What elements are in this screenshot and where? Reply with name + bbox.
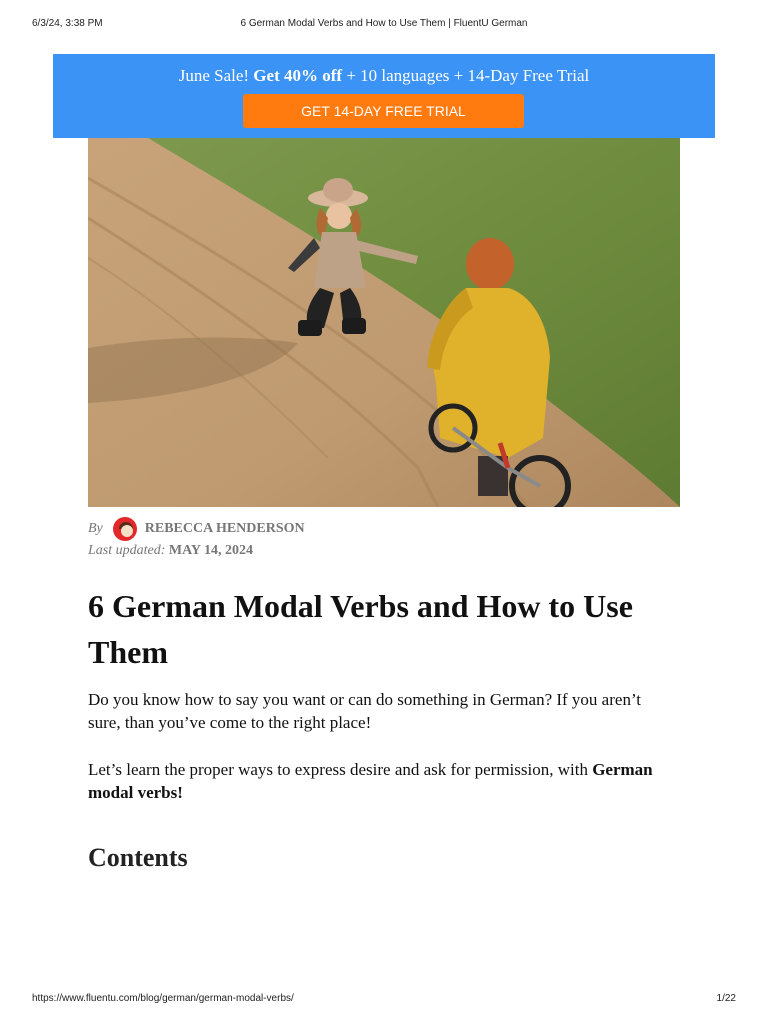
author-name-link[interactable]: REBECCA HENDERSON: [144, 521, 305, 536]
print-date: 6/3/24, 3:38 PM: [32, 18, 103, 29]
last-updated: [88, 543, 253, 559]
last-updated-date: MAY 14, 2024: [168, 543, 254, 558]
print-header: [32, 18, 736, 32]
print-url: https://www.fluentu.com/blog/german/german-modal-verbs/: [32, 993, 294, 1004]
sale-banner-text: [53, 66, 715, 86]
sale-discount: Get 40% off: [253, 66, 343, 85]
avatar-face: [121, 525, 133, 537]
second-paragraph-text: Let’s learn the proper ways to express desire and ask for permission, with: [88, 760, 593, 779]
free-trial-button[interactable]: GET 14-DAY FREE TRIAL: [243, 94, 524, 128]
article-title: 6 German Modal Verbs and How to Use Them: [88, 588, 633, 670]
second-paragraph-bold: German modal verbs!: [88, 760, 653, 802]
hero-image: [88, 138, 680, 507]
byline-by: By: [88, 521, 103, 536]
intro-paragraph: Do you know how to say you want or can do something in German? If you aren’t sure, than you’ve come to the right place!: [88, 690, 642, 732]
byline: [88, 518, 305, 540]
print-footer: [32, 993, 736, 1007]
sale-text-suffix: + 10 languages + 14-Day Free Trial: [342, 66, 590, 85]
sale-text-prefix: June Sale!: [178, 66, 254, 85]
print-page-title: 6 German Modal Verbs and How to Use Them | FluentU German: [240, 18, 528, 29]
author-avatar[interactable]: [113, 517, 137, 541]
contents-heading: Contents: [88, 843, 188, 872]
last-updated-label: Last updated:: [88, 543, 166, 558]
second-paragraph: [88, 758, 668, 804]
print-page-number: 1/22: [716, 993, 736, 1004]
